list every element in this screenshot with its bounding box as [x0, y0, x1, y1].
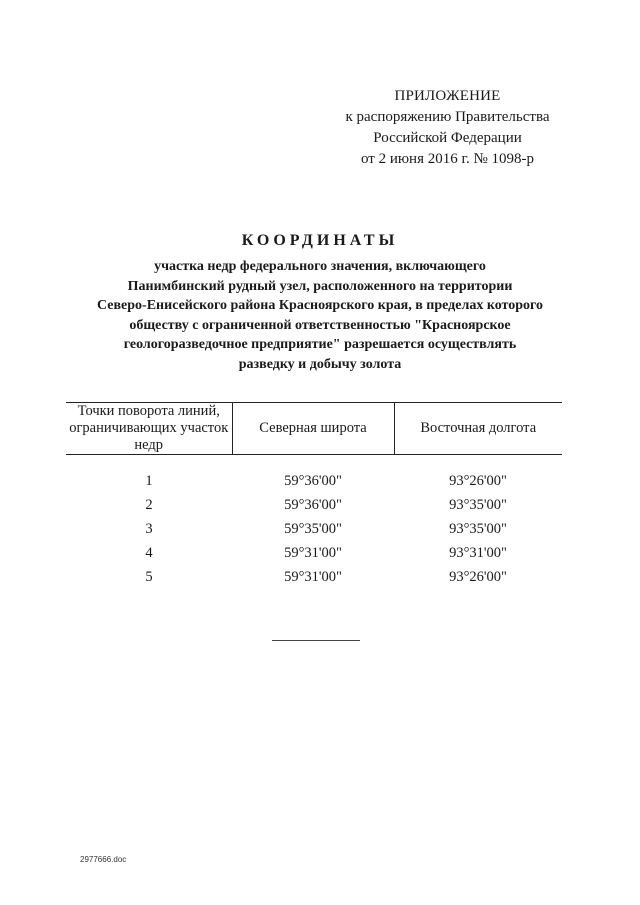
cell-longitude: 93°35'00" — [449, 496, 507, 513]
subtitle-line: участка недр федерального значения, включающего — [154, 259, 486, 274]
cell-point: 2 — [145, 496, 153, 513]
cell-longitude: 93°31'00" — [449, 544, 507, 561]
cell-point: 1 — [145, 472, 153, 489]
table-row — [66, 565, 562, 589]
cell-point: 3 — [145, 520, 153, 537]
cell-longitude: 93°35'00" — [449, 520, 507, 537]
subtitle-line: геологоразведочное предприятие" разрешается осуществлять — [123, 337, 517, 352]
cell-longitude: 93°26'00" — [449, 568, 507, 585]
cell-latitude: 59°36'00" — [284, 472, 342, 489]
document-subtitle — [60, 257, 580, 374]
table-header-row — [66, 403, 562, 455]
appendix-line-order: к распоряжению Правительства — [345, 109, 550, 125]
appendix-title: ПРИЛОЖЕНИЕ — [394, 88, 501, 104]
table-row — [66, 541, 562, 565]
header-latitude: Северная широта — [232, 403, 394, 455]
cell-point: 5 — [145, 568, 153, 585]
table-row — [66, 455, 562, 494]
end-separator-line — [272, 640, 360, 641]
file-name-footer: 2977666.doc — [80, 855, 127, 864]
cell-latitude: 59°31'00" — [284, 544, 342, 561]
subtitle-line: Северо-Енисейского района Красноярского края, в пределах которого — [97, 298, 543, 313]
coordinates-table — [66, 402, 562, 589]
cell-latitude: 59°35'00" — [284, 520, 342, 537]
appendix-block — [330, 86, 565, 170]
subtitle-line: обществу с ограниченной ответственностью "Красноярское — [129, 317, 511, 333]
cell-point: 4 — [145, 544, 153, 561]
document-title: КООРДИНАТЫ — [241, 232, 399, 249]
appendix-line-government: Российской Федерации — [373, 130, 522, 146]
table-row — [66, 517, 562, 541]
subtitle-line: Панимбинский рудный узел, расположенного на территории — [127, 278, 513, 294]
cell-latitude: 59°31'00" — [284, 568, 342, 585]
cell-longitude: 93°26'00" — [449, 472, 507, 489]
table-row — [66, 493, 562, 517]
cell-latitude: 59°36'00" — [284, 496, 342, 513]
subtitle-line: разведку и добычу золота — [238, 356, 402, 372]
appendix-line-date: от 2 июня 2016 г. № 1098-р — [360, 151, 535, 167]
header-point: Точки поворота линий, ограничивающих участок недр — [66, 403, 232, 455]
header-longitude: Восточная долгота — [394, 403, 562, 455]
